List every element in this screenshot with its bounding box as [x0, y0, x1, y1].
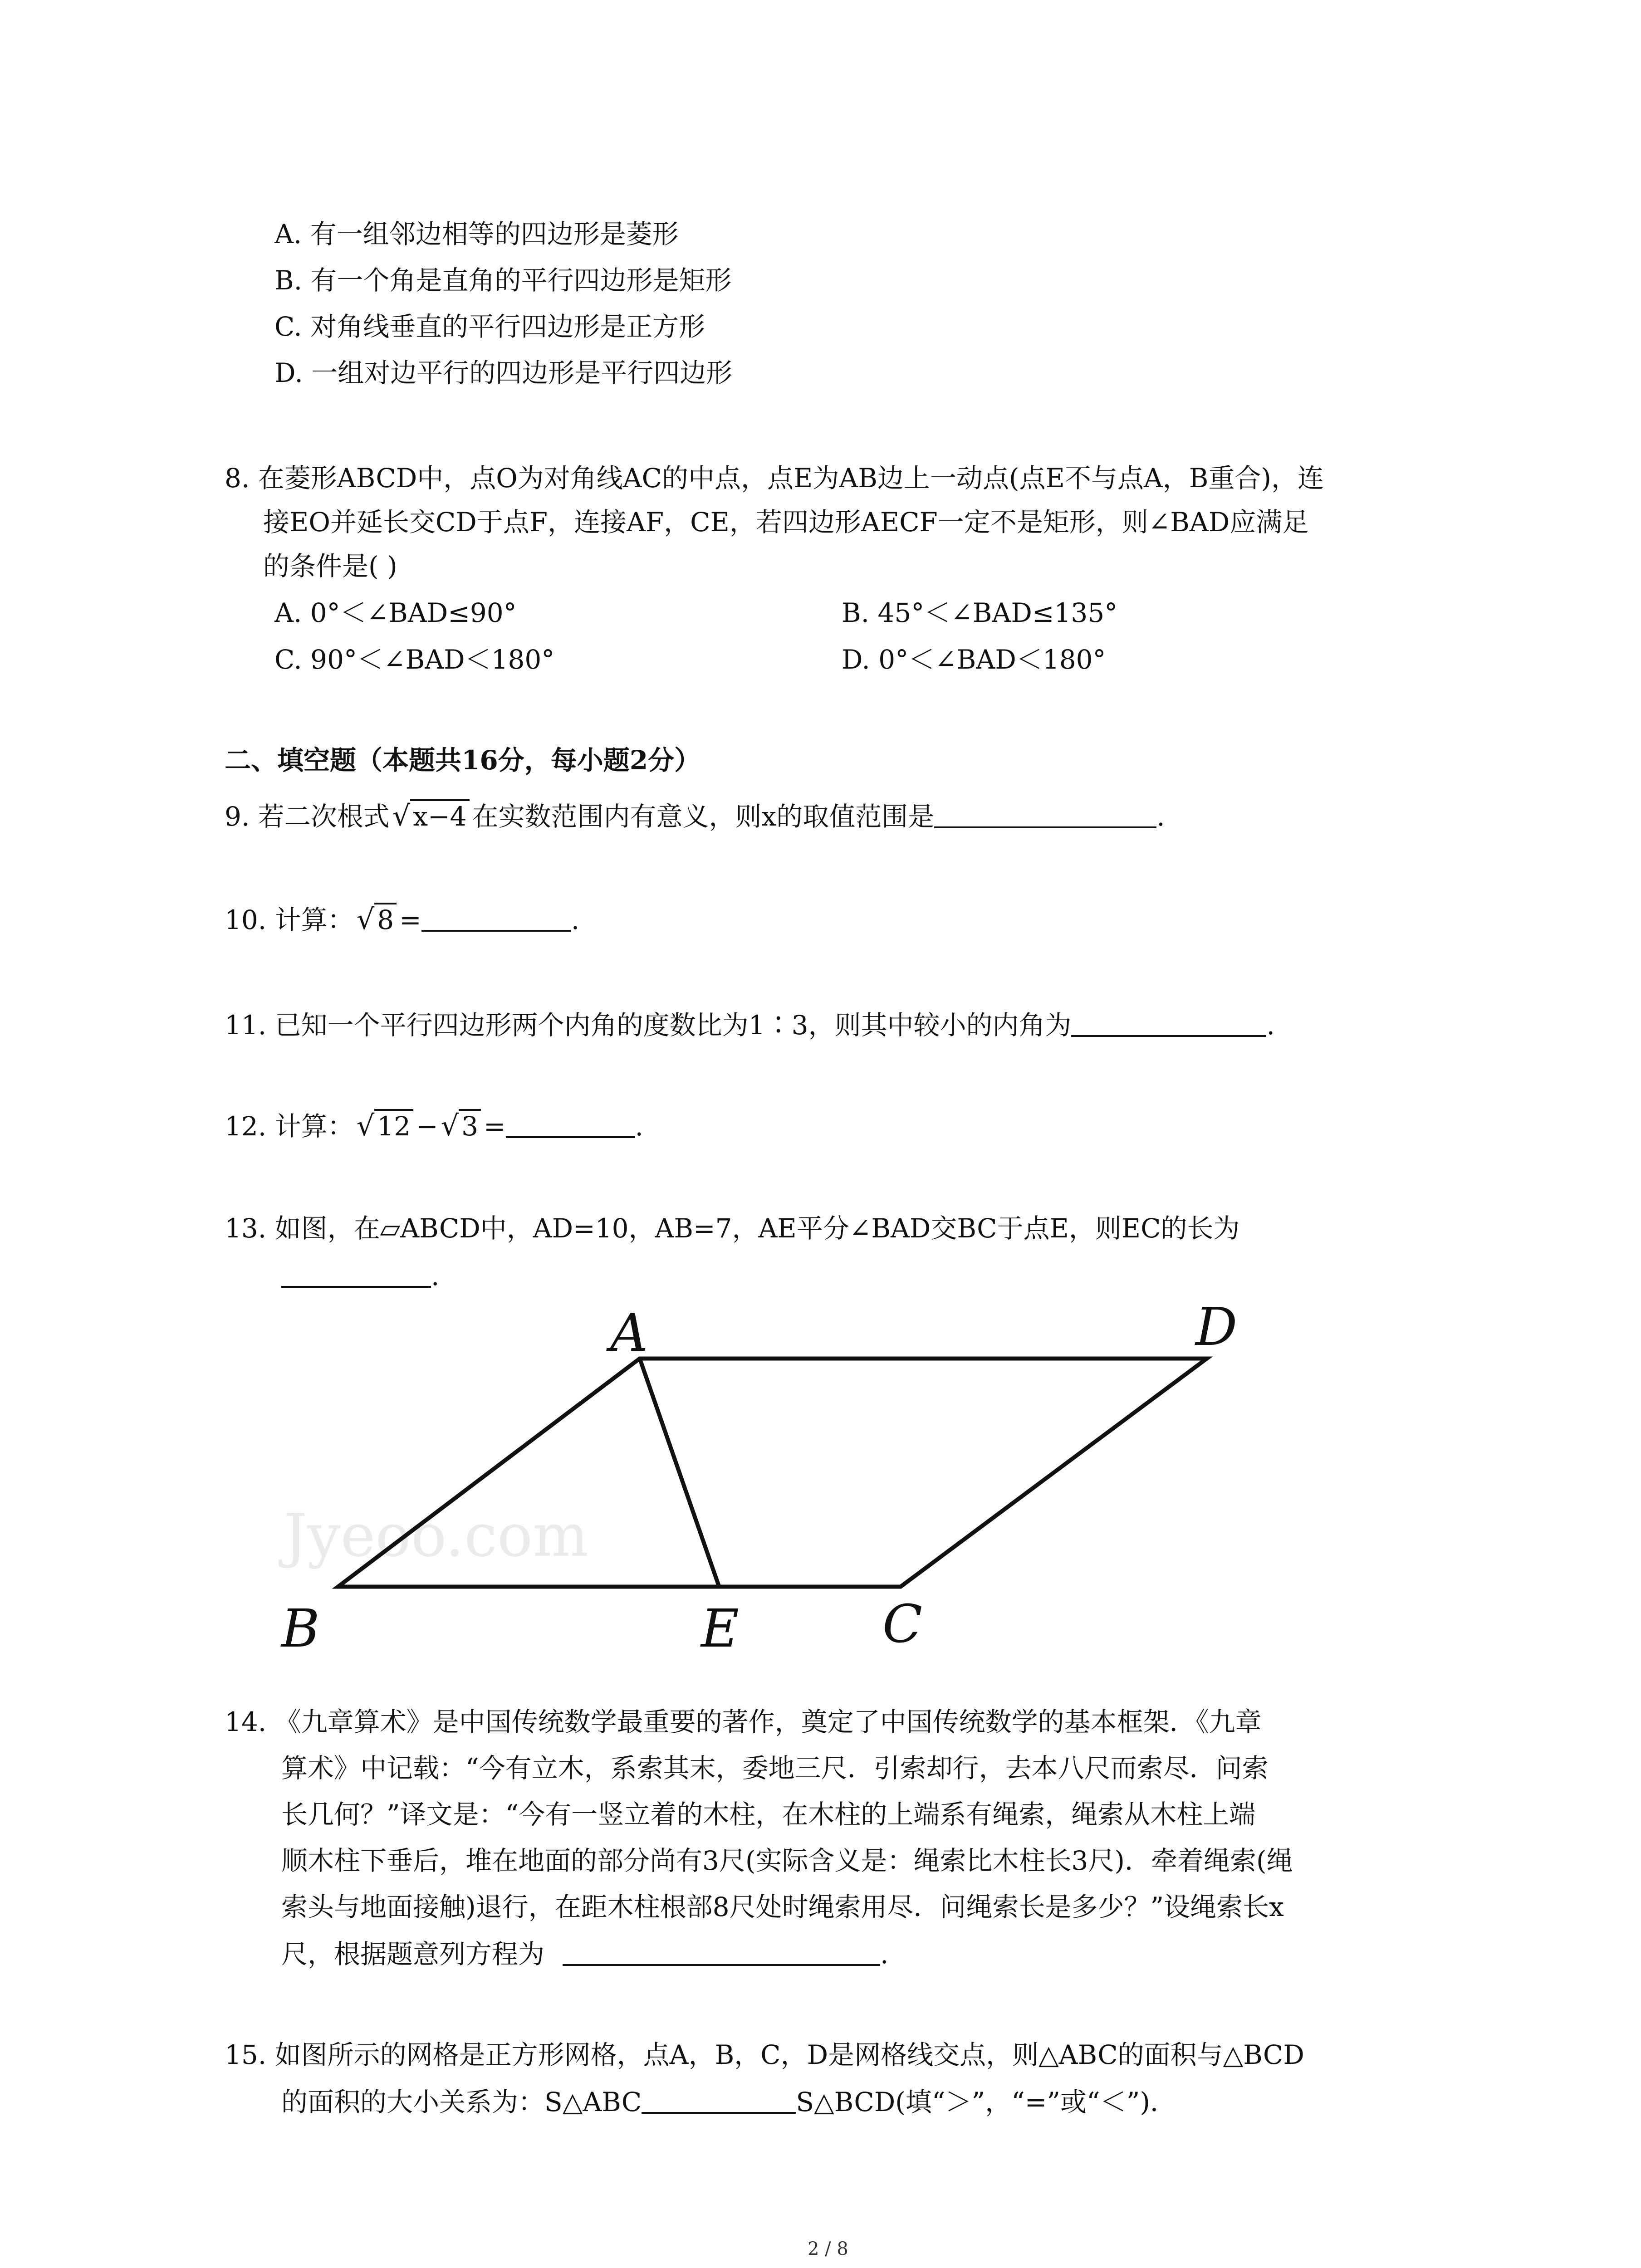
- q9-radicand: x−4: [410, 799, 469, 832]
- q10-radical: √ 8: [357, 903, 397, 936]
- q8-option-a: A. 0°＜∠BAD≤90°: [274, 597, 517, 628]
- q14-line-4: 顺木柱下垂后，堆在地面的部分尚有3尺(实际含义是：绳索比木柱长3尺)．牵着绳索(绳: [281, 1845, 1293, 1876]
- q11: 11. 已知一个平行四边形两个内角的度数比为1∶3，则其中较小的内角为 .: [225, 1008, 1275, 1041]
- q13-answer-line: .: [281, 1259, 439, 1292]
- label-d: D: [1195, 1297, 1238, 1358]
- q8-line-2: 接EO并延长交CD于点F，连接AF，CE，若四边形AECF一定不是矩形，则∠BAD应满足: [263, 507, 1309, 538]
- figure-watermark: Jyeoo.com: [284, 1501, 589, 1570]
- q9-radical: √ x−4: [392, 800, 470, 833]
- q12-radical-2: √ 3: [441, 1110, 481, 1143]
- q15-answer-blank[interactable]: [642, 2085, 796, 2114]
- q7-option-b: B. 有一个角是直角的平行四边形是矩形: [274, 265, 732, 296]
- q8-option-d: D. 0°＜∠BAD＜180°: [842, 644, 1106, 675]
- q7-option-d: D. 一组对边平行的四边形是平行四边形: [274, 357, 733, 388]
- q14-line-2: 算术》中记载：“今有立木，系索其末，委地三尺．引索却行，去本八尺而索尽．问索: [281, 1753, 1269, 1784]
- q8-option-b: B. 45°＜∠BAD≤135°: [842, 597, 1118, 628]
- q8-line-1: 8. 在菱形ABCD中，点O为对角线AC的中点，点E为AB边上一动点(点E不与点A，B重合)，连: [225, 463, 1324, 494]
- q9-prefix: 9. 若二次根式: [225, 801, 390, 832]
- segment-ae: [640, 1359, 719, 1587]
- q14-answer-blank[interactable]: [563, 1937, 880, 1966]
- q13-text: 13. 如图，在▱ABCD中，AD=10，AB=7，AE平分∠BAD交BC于点E，则EC的长为: [225, 1213, 1240, 1244]
- q14-line-1: 14. 《九章算术》是中国传统数学最重要的著作，奠定了中国传统数学的基本框架．《九章: [225, 1706, 1262, 1737]
- q8-option-c: C. 90°＜∠BAD＜180°: [274, 644, 555, 675]
- q8-line-3: 的条件是( ): [263, 551, 397, 582]
- q14-line-5: 索头与地面接触)退行，在距木柱根部8尺处时绳索用尽．问绳索长是多少？”设绳索长x: [281, 1892, 1284, 1922]
- q15-line-1: 15. 如图所示的网格是正方形网格，点A，B，C，D是网格线交点，则△ABC的面积与△BCD: [225, 2039, 1304, 2070]
- q14-line-6: 尺，根据题意列方程为 .: [281, 1937, 888, 1970]
- q9: 9. 若二次根式√ x−4 在实数范围内有意义，则x的取值范围是 .: [225, 799, 1165, 832]
- label-a: A: [610, 1303, 648, 1364]
- q10-radicand: 8: [374, 903, 397, 935]
- section-2-title: 二、填空题（本题共16分，每小题2分）: [225, 745, 701, 776]
- label-c: C: [882, 1594, 922, 1655]
- q12-prefix: 12. 计算：: [225, 1111, 354, 1142]
- q12-radical-1: √ 12: [357, 1110, 413, 1143]
- q14-line-3: 长几何？”译文是：“今有一竖立着的木柱，在木柱的上端系有绳索，绳索从木柱上端: [281, 1799, 1256, 1830]
- q9-suffix: 在实数范围内有意义，则x的取值范围是: [472, 801, 935, 832]
- label-b: B: [281, 1598, 320, 1659]
- q15-line-2: 的面积的大小关系为：S△ABC S△BCD(填“＞”，“=”或“＜”)．: [281, 2085, 1176, 2118]
- q10: 10. 计算：√ 8 = .: [225, 903, 580, 936]
- page-number: 2 / 8: [808, 2239, 848, 2259]
- label-e: E: [701, 1598, 739, 1659]
- q12: 12. 计算：√ 12 −√ 3 = .: [225, 1109, 644, 1142]
- q7-option-c: C. 对角线垂直的平行四边形是正方形: [274, 311, 705, 342]
- q7-option-a: A. 有一组邻边相等的四边形是菱形: [274, 219, 679, 249]
- q10-prefix: 10. 计算：: [225, 904, 354, 935]
- q11-text: 11. 已知一个平行四边形两个内角的度数比为1∶3，则其中较小的内角为: [225, 1010, 1072, 1041]
